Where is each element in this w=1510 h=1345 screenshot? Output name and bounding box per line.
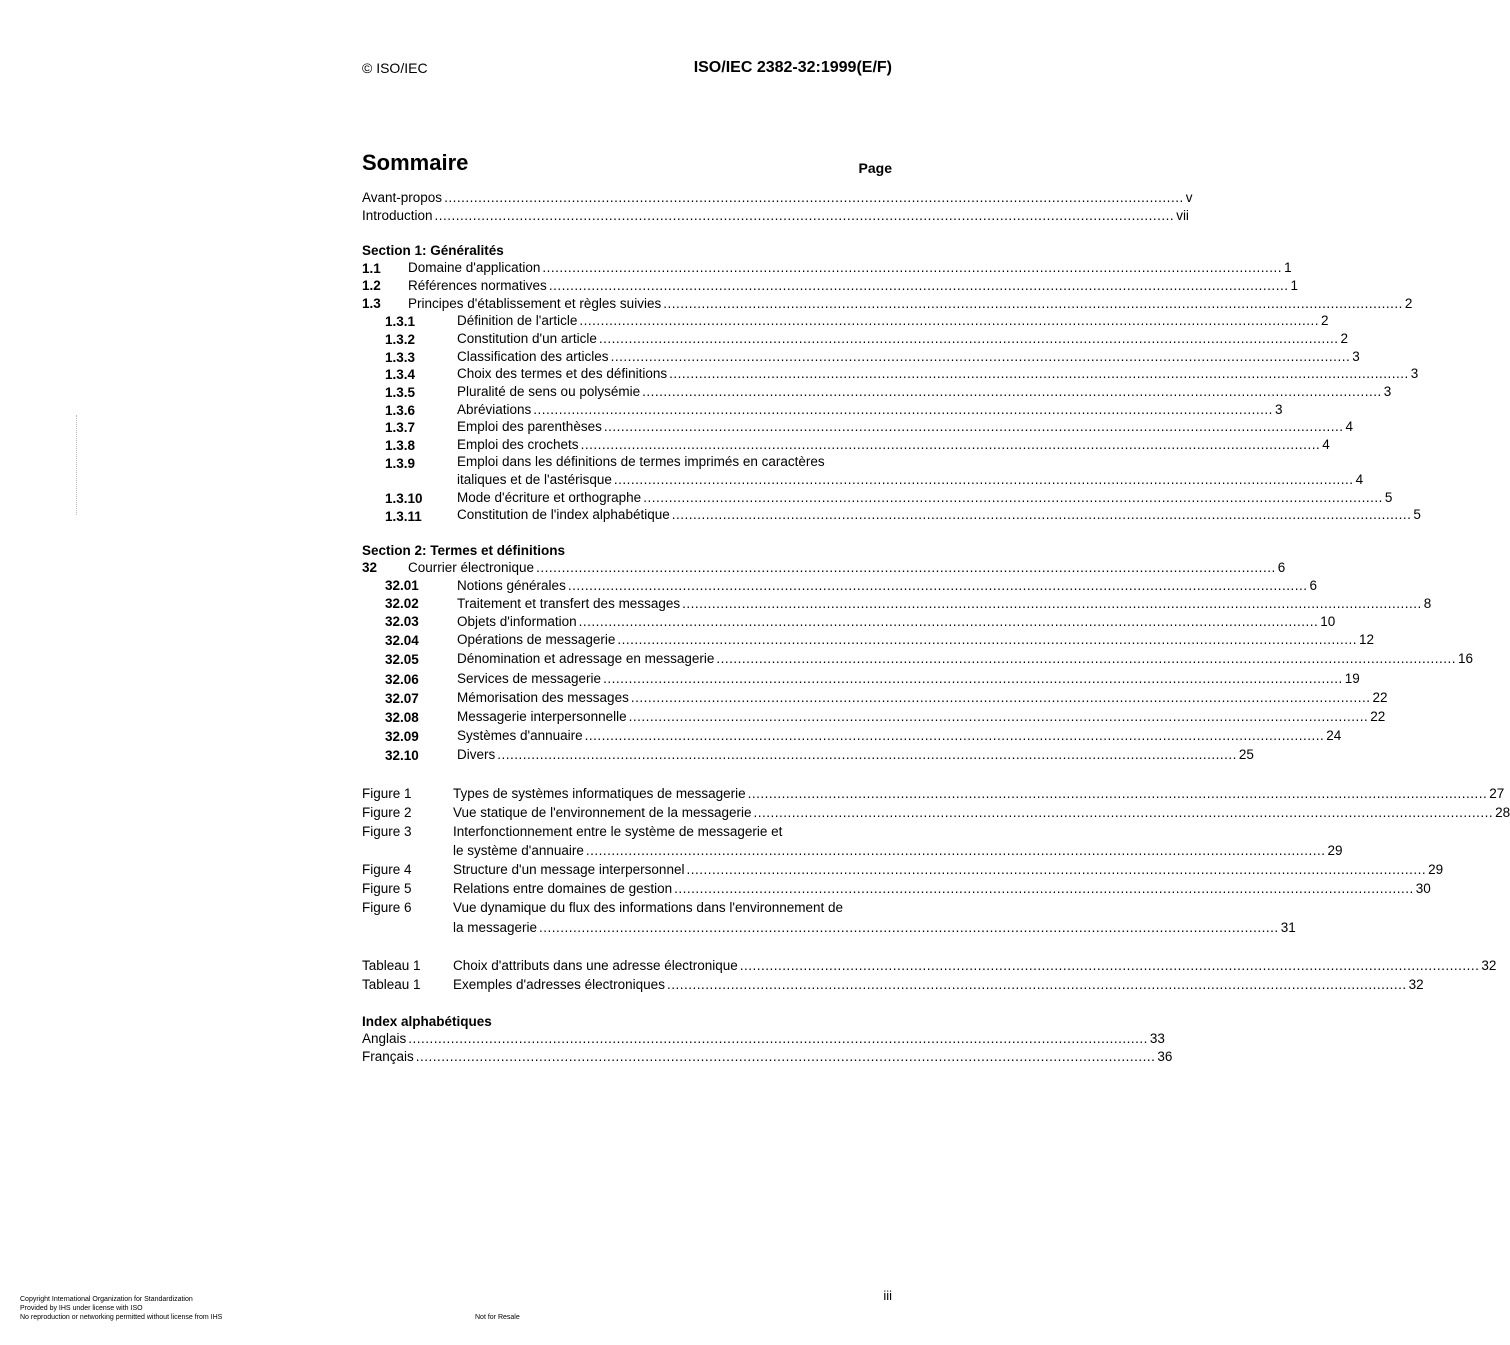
toc-number: 1.3 (362, 296, 381, 311)
leader-dots: .............................................................................................................................................................................. (739, 958, 1480, 973)
toc-entry-line1: Vue dynamique du flux des informations dans l'environnement de (453, 900, 844, 915)
leader-dots: .............................................................................................................................................................................. (598, 331, 1339, 346)
leader-dots: .............................................................................................................................................................................. (567, 578, 1308, 593)
copyright-notice (20, 1295, 222, 1322)
toc-entry-figure[interactable]: Vue statique de l'environnement de la messagerie .............................................................................................................................................................................. 28 (453, 805, 1510, 820)
not-for-resale: Not for Resale (475, 1314, 520, 1321)
toc-number: 1.3.6 (385, 403, 416, 418)
leader-dots: .............................................................................................................................................................................. (674, 881, 1414, 896)
toc-entry-figure[interactable]: Structure d'un message interpersonnel .............................................................................................................................................................................. 29 (453, 862, 1444, 877)
toc-entry[interactable]: Abréviations .............................................................................................................................................................................. 3 (457, 402, 1283, 417)
toc-entry[interactable]: Constitution de l'index alphabétique .............................................................................................................................................................................. 5 (457, 507, 1421, 522)
header-standard-number: ISO/IEC 2382-32:1999(E/F) (693, 59, 892, 76)
toc-number: 1.3.3 (385, 350, 416, 365)
toc-number: 32.01 (385, 578, 419, 593)
toc-entry[interactable]: Références normatives .............................................................................................................................................................................. 1 (408, 278, 1298, 293)
leader-dots: .............................................................................................................................................................................. (643, 490, 1383, 505)
figure-label: Figure 2 (362, 805, 412, 820)
copyright-line: Copyright International Organization for Standardization (20, 1296, 193, 1303)
leader-dots: .............................................................................................................................................................................. (716, 651, 1457, 666)
leader-dots: .............................................................................................................................................................................. (584, 728, 1325, 743)
leader-dots: .............................................................................................................................................................................. (578, 614, 1319, 629)
toc-entry-line1: Interfonctionnement entre le système de messagerie et (453, 824, 783, 839)
toc-entry[interactable]: Emploi des parenthèses .............................................................................................................................................................................. 4 (457, 419, 1353, 434)
leader-dots: .............................................................................................................................................................................. (628, 709, 1369, 724)
leader-dots: .............................................................................................................................................................................. (539, 920, 1279, 935)
toc-number: 32.07 (385, 691, 419, 706)
toc-number: 1.3.1 (385, 314, 416, 329)
toc-entry-figure[interactable]: le système d'annuaire .............................................................................................................................................................................. 29 (453, 843, 1343, 858)
leader-dots: .............................................................................................................................................................................. (669, 366, 1409, 381)
toc-number: 1.1 (362, 261, 381, 276)
leader-dots: .............................................................................................................................................................................. (434, 208, 1175, 223)
toc-number: 1.3.4 (385, 367, 416, 382)
leader-dots: .............................................................................................................................................................................. (671, 507, 1412, 522)
leader-dots: .............................................................................................................................................................................. (542, 260, 1283, 275)
toc-entry[interactable]: Classification des articles .............................................................................................................................................................................. 3 (457, 349, 1360, 364)
section-1-heading: Section 1: Généralités (362, 243, 504, 258)
leader-dots: .............................................................................................................................................................................. (666, 977, 1407, 992)
toc-number: 1.3.8 (385, 438, 416, 453)
margin-mark (76, 415, 81, 515)
leader-dots: .............................................................................................................................................................................. (497, 747, 1237, 762)
toc-entry[interactable]: Systèmes d'annuaire .............................................................................................................................................................................. 24 (457, 728, 1342, 743)
page-column-label: Page (858, 160, 892, 176)
toc-entry[interactable]: Définition de l'article .............................................................................................................................................................................. 2 (457, 313, 1329, 328)
table-label: Tableau 1 (362, 958, 421, 973)
page-number: iii (883, 1288, 892, 1303)
leader-dots: .............................................................................................................................................................................. (630, 690, 1371, 705)
figure-label: Figure 1 (362, 786, 412, 801)
copyright-line: Provided by IHS under license with ISO (20, 1305, 143, 1312)
toc-number: 32.09 (385, 729, 419, 744)
leader-dots: .............................................................................................................................................................................. (585, 843, 1326, 858)
section-2-heading: Section 2: Termes et définitions (362, 543, 566, 558)
leader-dots: .............................................................................................................................................................................. (536, 560, 1276, 575)
leader-dots: .............................................................................................................................................................................. (548, 278, 1289, 293)
toc-number: 32.08 (385, 710, 419, 725)
leader-dots: .............................................................................................................................................................................. (603, 671, 1343, 686)
toc-number: 32.06 (385, 672, 419, 687)
copyright-line: No reproduction or networking permitted without license from IHS (20, 1314, 223, 1321)
toc-entry[interactable]: Divers .............................................................................................................................................................................. 25 (457, 747, 1254, 762)
toc-entry[interactable]: Mémorisation des messages .............................................................................................................................................................................. 22 (457, 690, 1388, 705)
toc-entry[interactable]: Courrier électronique .............................................................................................................................................................................. 6 (408, 560, 1286, 575)
leader-dots: .............................................................................................................................................................................. (579, 313, 1320, 328)
toc-entry[interactable]: Traitement et transfert des messages .............................................................................................................................................................................. 8 (457, 596, 1432, 611)
figure-label: Figure 4 (362, 862, 412, 877)
leader-dots: .............................................................................................................................................................................. (747, 786, 1488, 801)
toc-entry[interactable]: Opérations de messagerie .............................................................................................................................................................................. 12 (457, 632, 1375, 647)
toc-entry[interactable]: Services de messagerie .............................................................................................................................................................................. 19 (457, 671, 1360, 686)
toc-entry[interactable]: Dénomination et adressage en messagerie .............................................................................................................................................................................. 16 (457, 651, 1474, 666)
toc-entry-figure[interactable]: Types de systèmes informatiques de messagerie .............................................................................................................................................................................. 27 (453, 786, 1505, 801)
toc-entry[interactable]: Domaine d'application .............................................................................................................................................................................. 1 (408, 260, 1292, 275)
figure-label: Figure 3 (362, 824, 412, 839)
toc-number: 32.05 (385, 652, 419, 667)
toc-entry-index[interactable]: Anglais .............................................................................................................................................................................. 33 (362, 1031, 1165, 1046)
leader-dots: .............................................................................................................................................................................. (533, 402, 1273, 417)
toc-number: 1.3.9 (385, 456, 416, 471)
toc-entry[interactable]: Mode d'écriture et orthographe .............................................................................................................................................................................. 5 (457, 490, 1393, 505)
leader-dots: .............................................................................................................................................................................. (682, 596, 1422, 611)
toc-entry[interactable]: Notions générales .............................................................................................................................................................................. 6 (457, 578, 1317, 593)
toc-entry-avant-propos[interactable]: Avant-propos .............................................................................................................................................................................. v (362, 190, 1193, 205)
toc-number: 32.10 (385, 748, 419, 763)
leader-dots: .............................................................................................................................................................................. (617, 632, 1357, 647)
table-label: Tableau 1 (362, 977, 421, 992)
toc-entry[interactable]: Objets d'information .............................................................................................................................................................................. 10 (457, 614, 1336, 629)
toc-entry-index[interactable]: Français .............................................................................................................................................................................. 36 (362, 1049, 1173, 1064)
leader-dots: .............................................................................................................................................................................. (613, 472, 1354, 487)
toc-number: 1.3.10 (385, 491, 423, 506)
leader-dots: .............................................................................................................................................................................. (444, 190, 1184, 205)
figure-label: Figure 6 (362, 900, 412, 915)
toc-entry-line1: Emploi dans les définitions de termes imprimés en caractères (457, 454, 825, 469)
leader-dots: .............................................................................................................................................................................. (753, 805, 1494, 820)
leader-dots: .............................................................................................................................................................................. (642, 384, 1382, 399)
leader-dots: .............................................................................................................................................................................. (610, 349, 1351, 364)
toc-number: 32.02 (385, 596, 419, 611)
leader-dots: .............................................................................................................................................................................. (580, 437, 1321, 452)
header-copyright: © ISO/IEC (362, 60, 428, 76)
page-title: Sommaire (362, 150, 469, 175)
toc-entry-table[interactable]: Choix d'attributs dans une adresse électronique .............................................................................................................................................................................. 32 (453, 958, 1497, 973)
leader-dots: .............................................................................................................................................................................. (686, 862, 1427, 877)
toc-entry[interactable]: Messagerie interpersonnelle .............................................................................................................................................................................. 22 (457, 709, 1386, 724)
toc-entry[interactable]: Emploi des crochets .............................................................................................................................................................................. 4 (457, 437, 1330, 452)
toc-entry[interactable]: Principes d'établissement et règles suivies .............................................................................................................................................................................. 2 (408, 296, 1413, 311)
toc-entry-introduction[interactable]: Introduction .............................................................................................................................................................................. vii (362, 208, 1189, 223)
toc-number: 1.3.2 (385, 332, 416, 347)
leader-dots: .............................................................................................................................................................................. (663, 296, 1403, 311)
toc-entry-figure[interactable]: la messagerie .............................................................................................................................................................................. 31 (453, 920, 1296, 935)
toc-entry[interactable]: italiques et de l'astérisque .............................................................................................................................................................................. 4 (457, 472, 1364, 487)
toc-entry[interactable]: Constitution d'un article .............................................................................................................................................................................. 2 (457, 331, 1349, 346)
toc-number: 32 (362, 560, 378, 575)
toc-entry[interactable]: Pluralité de sens ou polysémie .............................................................................................................................................................................. 3 (457, 384, 1392, 399)
toc-number: 1.3.11 (385, 509, 422, 524)
leader-dots: .............................................................................................................................................................................. (408, 1031, 1148, 1046)
toc-number: 32.03 (385, 614, 419, 629)
toc-number: 32.04 (385, 633, 419, 648)
toc-entry[interactable]: Choix des termes et des définitions .............................................................................................................................................................................. 3 (457, 366, 1419, 381)
toc-number: 1.2 (362, 278, 381, 293)
figure-label: Figure 5 (362, 881, 412, 896)
index-heading: Index alphabétiques (362, 1014, 492, 1029)
toc-number: 1.3.5 (385, 385, 416, 400)
toc-entry-table[interactable]: Exemples d'adresses électroniques .............................................................................................................................................................................. 32 (453, 977, 1424, 992)
leader-dots: .............................................................................................................................................................................. (415, 1049, 1156, 1064)
toc-number: 1.3.7 (385, 420, 416, 435)
leader-dots: .............................................................................................................................................................................. (603, 419, 1344, 434)
toc-entry-figure[interactable]: Relations entre domaines de gestion .............................................................................................................................................................................. 30 (453, 881, 1431, 896)
